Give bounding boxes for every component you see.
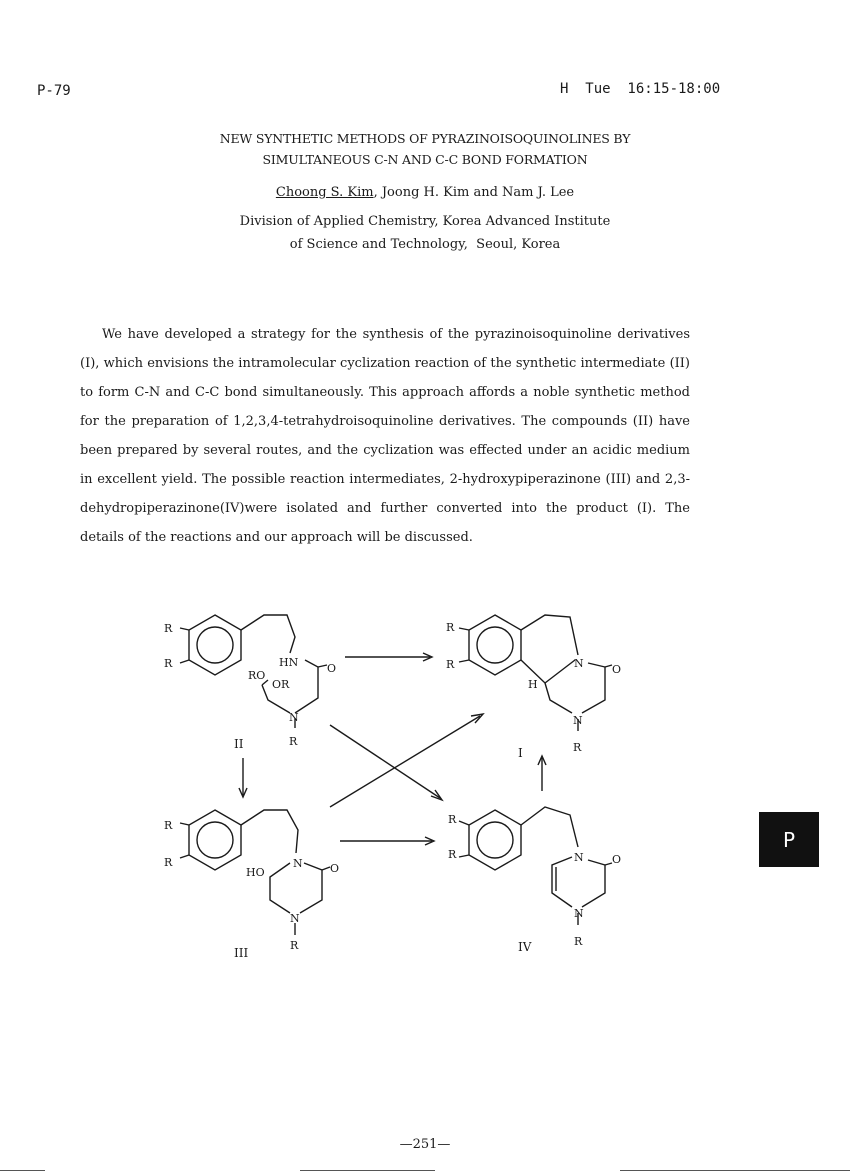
III-r-substituent-2: R [164,856,173,869]
II-r-substituent-1: R [164,622,173,635]
section-tab: P [759,812,819,867]
I-n2-label: N [573,714,583,727]
presenting-author: Choong S. Kim [275,185,374,200]
III-n2-label: N [290,912,300,925]
paper-title-line1: NEW SYNTHETIC METHODS OF PYRAZINOISOQUINOLINES BY [219,131,631,146]
session-time: H Tue 16:15-18:00 [560,81,721,97]
I-r-substituent-1: R [446,621,455,634]
compound-IV-structure [459,807,612,925]
abstract-body [80,320,690,552]
II-carbonyl-o: O [327,662,337,675]
III-ho-label: HO [246,866,265,879]
IV-n1-label: N [574,851,584,864]
III-nr-label: R [290,939,299,952]
bottom-rule-right [620,1170,850,1171]
III-r-substituent-1: R [164,819,173,832]
II-n-label: N [289,711,299,724]
abstract-paragraph: We have developed a strategy for the synthesis of the pyrazinoisoquinoline derivatives (I), which envisions the intramolecular cyclization reaction of the synthetic intermediate (II) to form C-N and C-C bond simultaneously. This approach affords a noble synthetic method for the preparation of 1,2,3,4-tetrahydroisoquinoline derivatives. The compounds (II) have been prepared by several routes, and the cyclization was effected under an acidic medium in excellent yield. The possible reaction intermediates, 2-hydroxypiperazinone (III) and 2,3-dehydropiperazinone(IV)were isolated and further converted into the product (I). The details of the reactions and our approach will be discussed. [80,327,690,545]
I-r-substituent-2: R [446,658,455,671]
IV-r-substituent-2: R [448,848,457,861]
II-nh-label: HN [279,656,299,669]
reaction-scheme [150,595,650,975]
II-nr-label: R [289,735,298,748]
III-n1-label: N [293,857,303,870]
abstract-code: P-79 [37,83,71,99]
compound-III-label: III [234,946,249,960]
II-r-substituent-2: R [164,657,173,670]
author-list [0,185,850,200]
affiliation-line1: Division of Applied Chemistry, Korea Advanced Institute [239,214,611,229]
I-nr-label: R [573,741,582,754]
III-carbonyl-o: O [330,862,340,875]
I-h-label: H [528,678,538,691]
compound-IV-label: IV [518,940,532,954]
page-number: —251— [399,1137,451,1152]
compound-II-label: II [234,737,244,751]
compound-I-label: I [518,746,523,760]
affiliation-line2: of Science and Technology, Seoul, Korea [289,237,561,252]
IV-nr-label: R [574,935,583,948]
bottom-rule-center [300,1170,435,1171]
paper-title-line2: SIMULTANEOUS C-N AND C-C BOND FORMATION [262,152,588,167]
IV-n2-label: N [574,907,584,920]
co-authors: , Joong H. Kim and Nam J. Lee [373,185,575,200]
IV-carbonyl-o: O [612,853,622,866]
II-ro-label: RO [248,669,266,682]
I-n1-label: N [574,657,584,670]
I-carbonyl-o: O [612,663,622,676]
II-or-label: OR [272,678,290,691]
IV-r-substituent-1: R [448,813,457,826]
bottom-rule-left [0,1170,45,1171]
